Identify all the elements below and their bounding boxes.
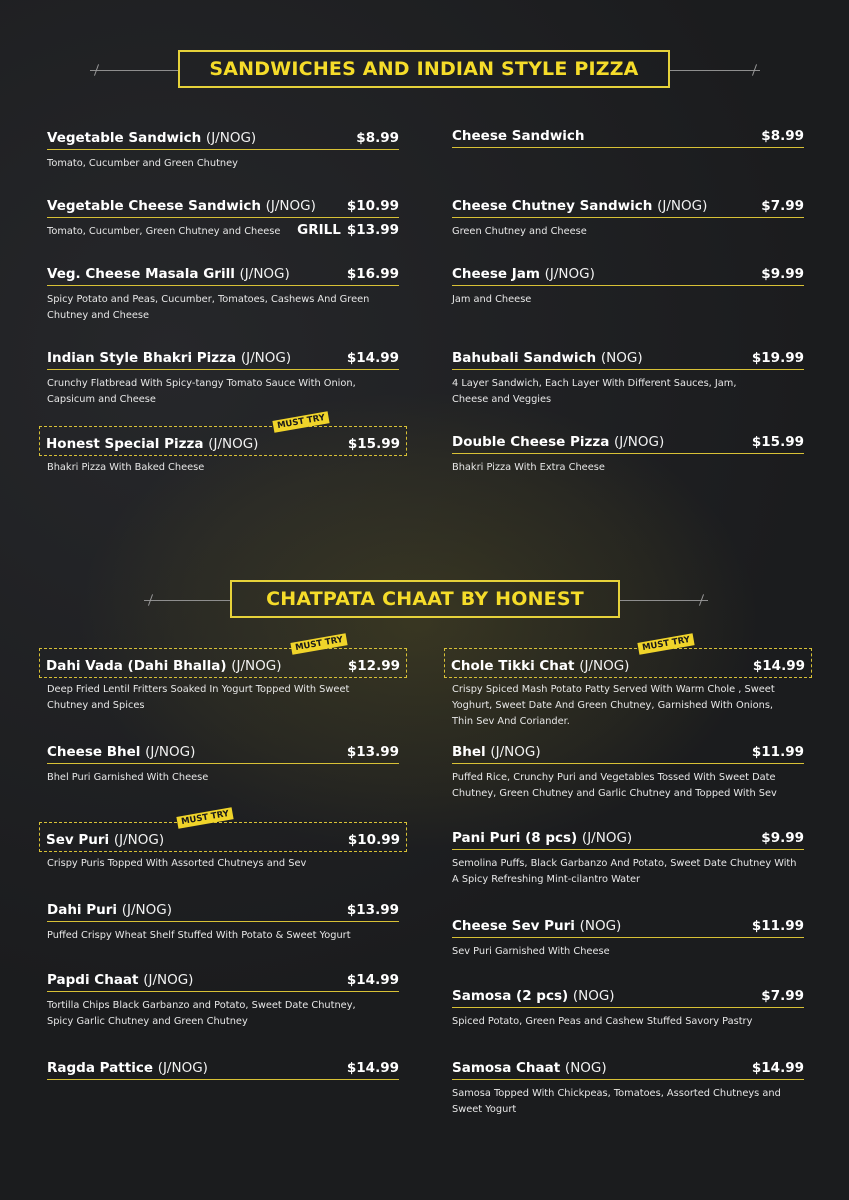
item-price: $19.99	[751, 350, 804, 366]
item-description: Crunchy Flatbread With Spicy-tangy Tomato Sauce With Onion, Capsicum and Cheese	[47, 378, 356, 405]
item-description: Tortilla Chips Black Garbanzo and Potato, Sweet Date Chutney, Spicy Garlic Chutney and Green Chutney	[47, 1000, 356, 1027]
item-tag: (NOG)	[600, 350, 643, 366]
section-header-chaat	[0, 580, 849, 620]
item-price: $9.99	[761, 830, 804, 846]
item-description: Samosa Topped With Chickpeas, Tomatoes, Assorted Chutneys and Sweet Yogurt	[452, 1088, 781, 1115]
item-price: $10.99	[346, 198, 399, 214]
menu-item-special	[451, 634, 805, 730]
item-price: $13.99	[346, 744, 399, 760]
item-price: $8.99	[356, 130, 399, 146]
must-try-badge: MUST TRY	[290, 633, 348, 655]
header-rule-left	[144, 600, 230, 601]
grill-option	[297, 222, 399, 238]
item-tag: (J/NOG)	[614, 434, 665, 450]
item-price: $14.99	[346, 350, 399, 366]
item-name: Indian Style Bhakri Pizza	[47, 350, 237, 366]
item-tag: (NOG)	[579, 918, 622, 934]
item-tag: (J/NOG)	[490, 744, 541, 760]
item-description: Semolina Puffs, Black Garbanzo And Potato, Sweet Date Chutney With A Spicy Refreshing Mint-cilantro Water	[452, 858, 797, 885]
item-name: Bahubali Sandwich	[452, 350, 597, 366]
item-name: Vegetable Sandwich	[47, 130, 202, 146]
item-name: Dahi Puri	[47, 902, 118, 918]
item-price: $9.99	[761, 266, 804, 282]
item-name: Pani Puri (8 pcs)	[452, 830, 578, 846]
menu-item	[452, 738, 804, 802]
item-price: $7.99	[761, 198, 804, 214]
item-name: Vegetable Cheese Sandwich	[47, 198, 261, 214]
item-description: Deep Fried Lentil Fritters Soaked In Yogurt Topped With Sweet Chutney and Spices	[47, 684, 350, 711]
item-description: Jam and Cheese	[452, 294, 532, 305]
menu-item	[47, 1054, 399, 1086]
menu-item	[452, 260, 804, 308]
item-tag: (J/NOG)	[145, 744, 196, 760]
item-name: Dahi Vada (Dahi Bhalla)	[46, 658, 227, 674]
item-price: $14.99	[346, 1060, 399, 1076]
item-tag: (NOG)	[564, 1060, 607, 1076]
menu-item	[47, 260, 399, 324]
item-price: $14.99	[751, 1060, 804, 1076]
item-tag: (J/NOG)	[579, 658, 630, 674]
item-name: Honest Special Pizza	[46, 436, 204, 452]
header-rule-right	[670, 70, 760, 71]
menu-item	[452, 824, 804, 888]
item-price: $15.99	[751, 434, 804, 450]
section-title: CHATPATA CHAAT BY HONEST	[230, 580, 620, 618]
item-description: Spiced Potato, Green Peas and Cashew Stuffed Savory Pastry	[452, 1016, 753, 1027]
menu-item	[452, 192, 804, 240]
item-tag: (J/NOG)	[657, 198, 708, 214]
item-price: $16.99	[346, 266, 399, 282]
item-description: Green Chutney and Cheese	[452, 226, 587, 237]
item-tag: (J/NOG)	[265, 198, 316, 214]
header-rule-left	[90, 70, 178, 71]
menu-item-special	[46, 634, 400, 714]
must-try-badge: MUST TRY	[272, 411, 330, 433]
item-tag: (J/NOG)	[143, 972, 194, 988]
menu-item	[452, 428, 804, 476]
item-name: Chole Tikki Chat	[451, 658, 575, 674]
menu-item-special	[46, 412, 400, 476]
item-price: $8.99	[761, 128, 804, 144]
menu-item	[452, 912, 804, 960]
item-price: $14.99	[346, 972, 399, 988]
item-name: Cheese Jam	[452, 266, 540, 282]
item-description: Tomato, Cucumber, Green Chutney and Cheese	[47, 226, 281, 237]
item-tag: (J/NOG)	[239, 266, 290, 282]
item-price: $12.99	[347, 658, 400, 674]
item-tag: (J/NOG)	[581, 830, 633, 846]
item-price: $11.99	[751, 744, 804, 760]
item-price: $15.99	[347, 436, 400, 452]
menu-item-special	[46, 808, 400, 872]
item-description: Bhakri Pizza With Extra Cheese	[452, 462, 605, 473]
section-header-sandwiches	[0, 50, 849, 90]
item-name: Sev Puri	[46, 832, 110, 848]
item-tag: (J/NOG)	[208, 436, 259, 452]
grill-price: $13.99	[346, 222, 399, 238]
item-description: Bhakri Pizza With Baked Cheese	[47, 462, 205, 473]
item-name: Samosa (2 pcs)	[452, 988, 569, 1004]
item-name: Bhel	[452, 744, 486, 760]
item-tag: (J/NOG)	[231, 658, 282, 674]
item-description: Tomato, Cucumber and Green Chutney	[47, 158, 238, 169]
menu-item	[452, 344, 804, 408]
item-tag: (NOG)	[572, 988, 615, 1004]
item-tag: (J/NOG)	[121, 902, 172, 918]
item-name: Papdi Chaat	[47, 972, 139, 988]
menu-item	[47, 738, 399, 786]
item-price: $14.99	[752, 658, 805, 674]
item-price: $7.99	[761, 988, 804, 1004]
item-name: Cheese Sev Puri	[452, 918, 575, 934]
item-description: 4 Layer Sandwich, Each Layer With Different Sauces, Jam, Cheese and Veggies	[452, 378, 737, 405]
menu-item	[47, 192, 399, 240]
menu-item	[47, 896, 399, 944]
item-name: Veg. Cheese Masala Grill	[47, 266, 235, 282]
menu-item	[452, 1054, 804, 1118]
item-tag: (J/NOG)	[113, 832, 165, 848]
must-try-badge: MUST TRY	[176, 807, 234, 829]
menu-item	[47, 344, 399, 408]
section-title: SANDWICHES AND INDIAN STYLE PIZZA	[178, 50, 670, 88]
menu-item	[452, 982, 804, 1030]
item-tag: (J/NOG)	[544, 266, 595, 282]
item-description: Crispy Puris Topped With Assorted Chutneys and Sev	[47, 858, 307, 869]
item-description: Bhel Puri Garnished With Cheese	[47, 772, 209, 783]
item-name: Cheese Bhel	[47, 744, 141, 760]
item-name: Cheese Chutney Sandwich	[452, 198, 653, 214]
grill-label: GRILL	[297, 222, 341, 238]
item-name: Double Cheese Pizza	[452, 434, 610, 450]
item-price: $11.99	[751, 918, 804, 934]
must-try-badge: MUST TRY	[637, 633, 695, 655]
menu-item	[47, 966, 399, 1030]
item-description: Puffed Rice, Crunchy Puri and Vegetables Tossed With Sweet Date Chutney, Green Chutney and Garlic Chutney and Topped With Sev	[452, 772, 777, 799]
item-tag: (J/NOG)	[157, 1060, 208, 1076]
item-description: Spicy Potato and Peas, Cucumber, Tomatoes, Cashews And Green Chutney and Cheese	[47, 294, 370, 321]
header-rule-right	[620, 600, 708, 601]
item-description: Puffed Crispy Wheat Shelf Stuffed With Potato & Sweet Yogurt	[47, 930, 351, 941]
item-description: Sev Puri Garnished With Cheese	[452, 946, 610, 957]
item-name: Cheese Sandwich	[452, 128, 585, 144]
item-tag: (J/NOG)	[240, 350, 292, 366]
item-name: Ragda Pattice	[47, 1060, 153, 1076]
menu-item	[47, 124, 399, 172]
item-price: $10.99	[347, 832, 400, 848]
item-price: $13.99	[346, 902, 399, 918]
menu-item	[452, 122, 804, 154]
item-name: Samosa Chaat	[452, 1060, 561, 1076]
item-tag: (J/NOG)	[205, 130, 257, 146]
item-description: Crispy Spiced Mash Potato Patty Served With Warm Chole , Sweet Yoghurt, Sweet Date And Green Chutney, Garnished With Onions, Thin Sev And Coriander.	[452, 684, 775, 727]
